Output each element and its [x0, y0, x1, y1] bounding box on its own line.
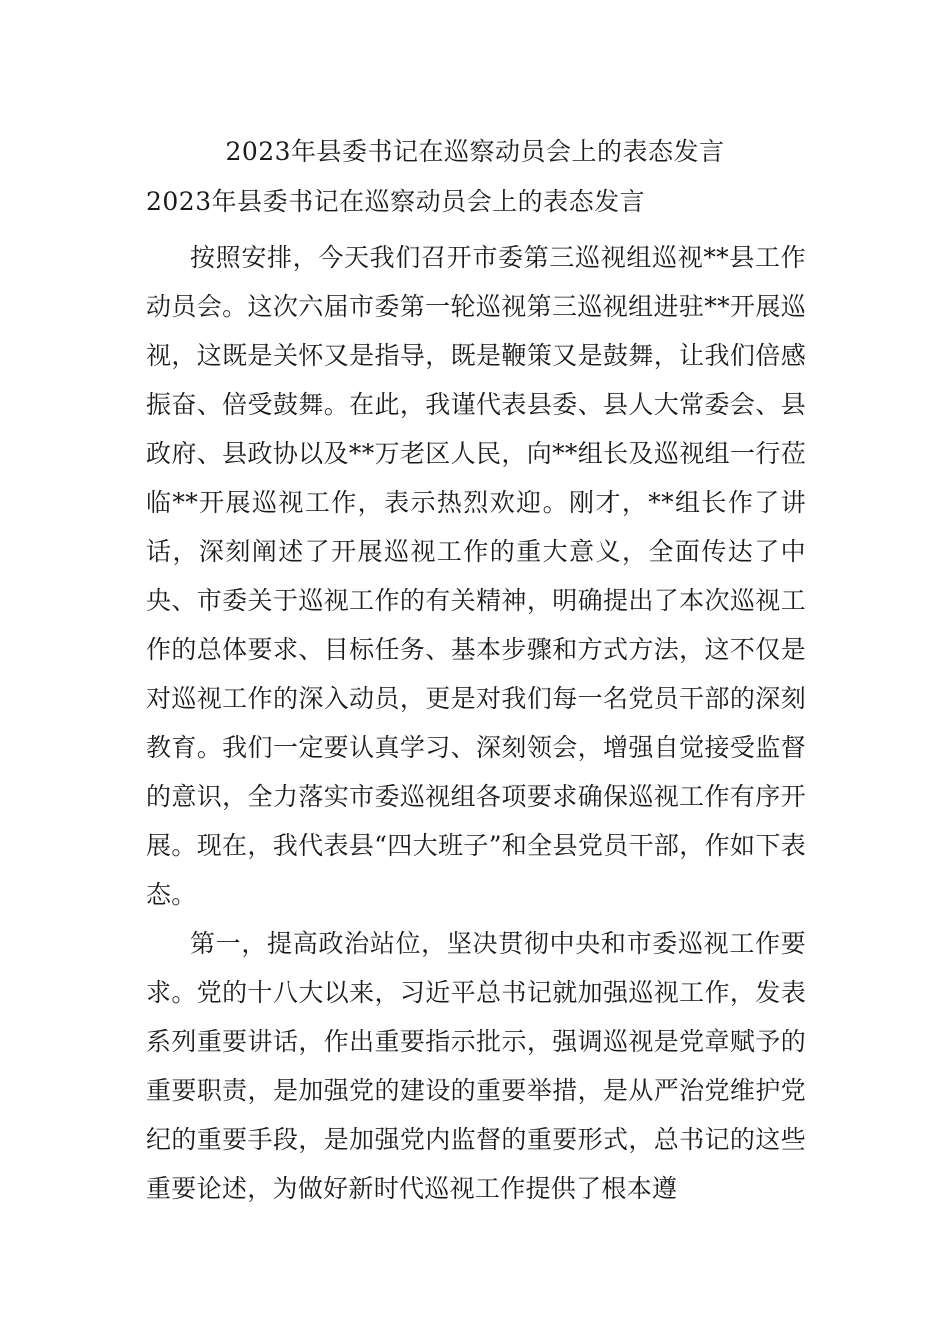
paragraph-intro: 按照安排，今天我们召开市委第三巡视组巡视**县工作动员会。这次六届市委第一轮巡视第三巡视组进驻**开展巡视，这既是关怀又是指导，既是鞭策又是鼓舞，让我们倍感振奋、倍受鼓舞。在此，我谨代表县委、县人大常委会、县政府、县政协以及**万老区人民，向**组长及巡视组一行莅临**开展巡视工作，表示热烈欢迎。刚才，**组长作了讲话，深刻阐述了开展巡视工作的重大意义，全面传达了中央、市委关于巡视工作的有关精神，明确提出了本次巡视工作的总体要求、目标任务、基本步骤和方式方法，这不仅是对巡视工作的深入动员，更是对我们每一名党员干部的深刻教育。我们一定要认真学习、深刻领会，增强自觉接受监督的意识，全力落实市委巡视组各项要求确保巡视工作有序开展。现在，我代表县“四大班子”和全县党员干部，作如下表态。 [146, 243, 806, 909]
document-body [146, 233, 806, 1213]
paragraph-first-point: 第一，提高政治站位，坚决贯彻中央和市委巡视工作要求。党的十八大以来，习近平总书记就加强巡视工作，发表系列重要讲话，作出重要指示批示，强调巡视是党章赋予的重要职责，是加强党的建设的重要举措，是从严治党维护党纪的重要手段，是加强党内监督的重要形式，总书记的这些重要论述，为做好新时代巡视工作提供了根本遵 [146, 929, 806, 1203]
document-subtitle: 2023年县委书记在巡察动员会上的表态发言 [146, 187, 646, 216]
document-title: 2023年县委书记在巡察动员会上的表态发言 [225, 137, 725, 166]
